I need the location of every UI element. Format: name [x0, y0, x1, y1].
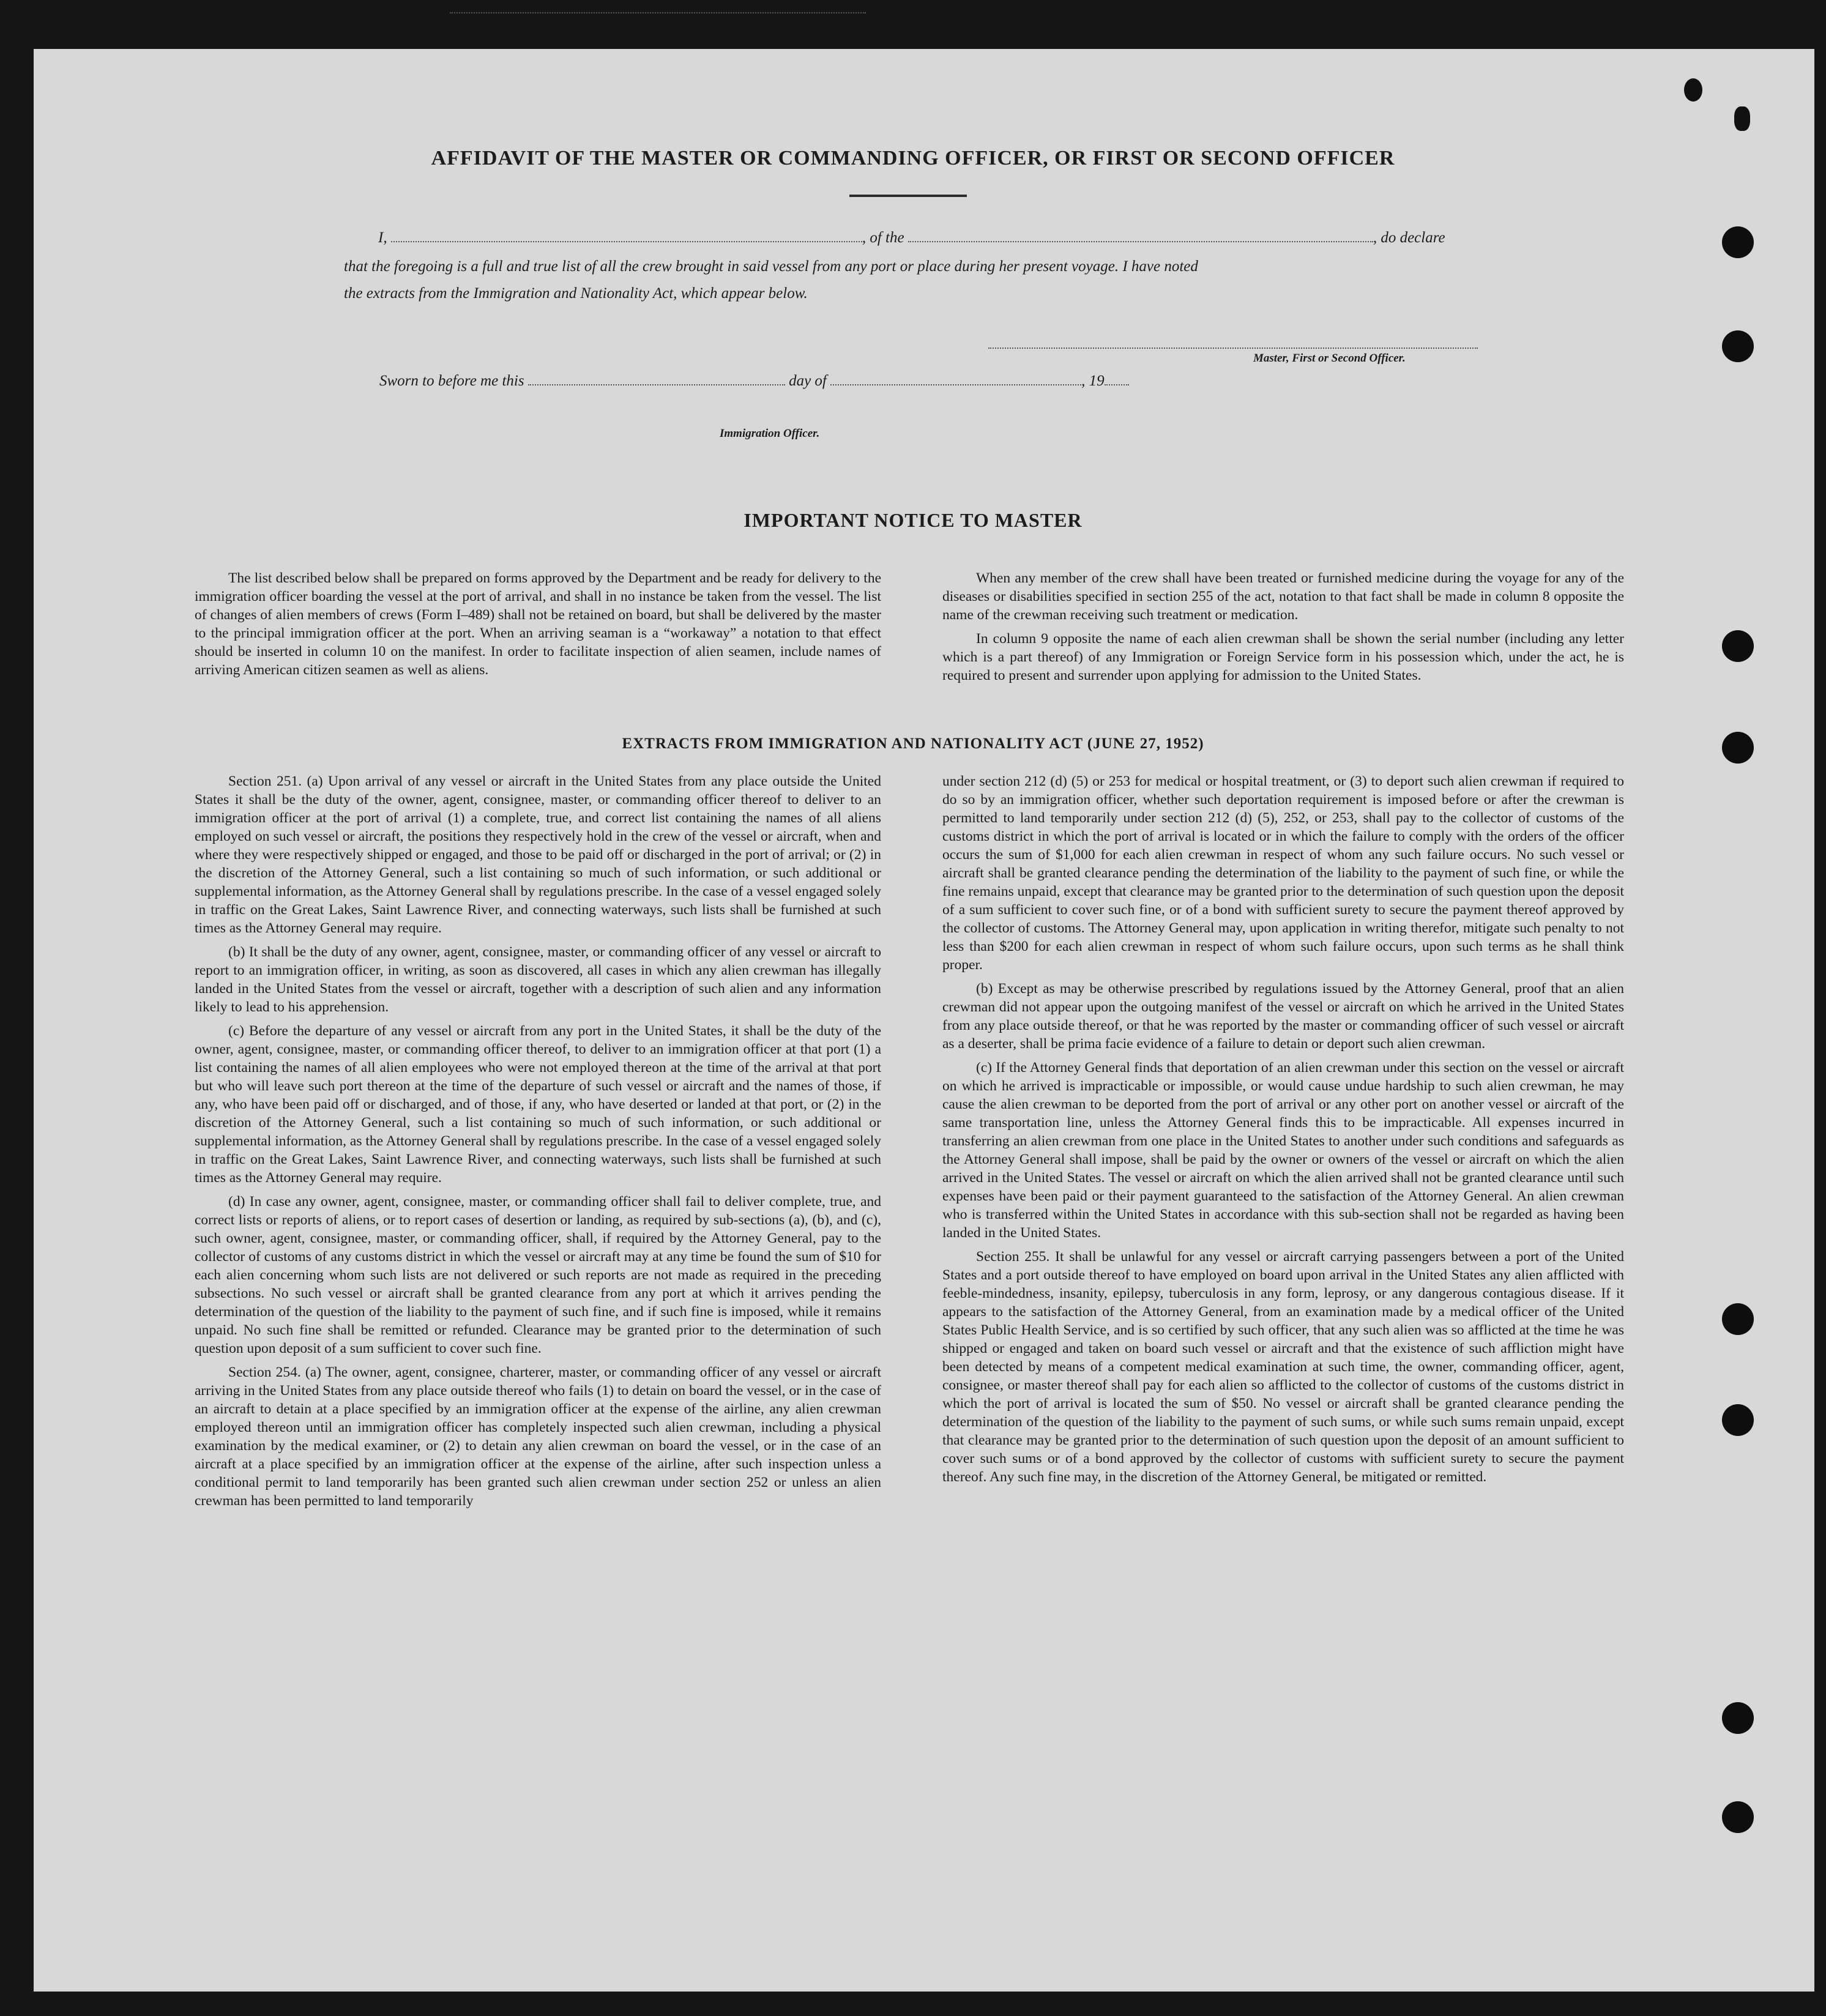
- section-255: Section 255. It shall be unlawful for any vessel or aircraft carrying passengers between a port of the United States and a port outside thereof to have employed on board upon arrival in the United States any alien afflicted with feeble-mindedness, insanity, epilepsy, tuberculosis in any form, leprosy, or any dangerous contagious disease. If it appears to the satisfaction of the Attorney General, from an examination made by a medical officer of the United States Public Health Service, and is so certified by such officer, that any such alien was so afflicted at the time he was shipped or engaged and taken on board such vessel or aircraft and that the existence of such affliction might have been detected by means of a competent medical examination at such time, the owner, commanding officer, agent, consignee, or master thereof shall pay for each alien so afflicted to the collector of customs of the customs district in which the port of arrival is located the sum of $50. No vessel or aircraft shall be granted clearance pending the determination of the question of the liability to the payment of such sums, or while such sums remain unpaid, except that clearance may be granted prior to the determination of such question upon the deposit of an amount sufficient to cover such sums or of a bond approved by the collector of customs with sufficient surety to secure the payment thereof. Any such fine may, in the discretion of the Attorney General, be mitigated or remitted.: [942, 1249, 1624, 1485]
- do-declare-label: , do declare: [1373, 229, 1445, 246]
- punch-hole: [1722, 1702, 1754, 1734]
- sworn-month-field[interactable]: [830, 372, 1081, 385]
- punch-hole: [1722, 1404, 1754, 1436]
- immigration-officer-label: Immigration Officer.: [720, 427, 820, 440]
- master-signature-field[interactable]: [988, 335, 1478, 349]
- notice-left-paragraph: The list described below shall be prepared on forms approved by the Department and be ready for delivery to the immigration officer boarding the vessel at the port of arrival, and shall in no instance be taken from the vessel. The list of changes of alien members of crews (Form I–489) shall not be retained on board, but shall be delivered by the master to the principal immigration officer at the port. When an arriving seaman is a “workaway” a notation to that effect should be inserted in column 10 on the manifest. In order to facilitate inspection of alien seamen, include names of arriving American citizen seamen as well as aliens.: [195, 570, 881, 678]
- title-rule: [849, 195, 967, 197]
- notice-title: IMPORTANT NOTICE TO MASTER: [743, 509, 1083, 531]
- extracts-left-column: [195, 772, 881, 1516]
- year-label: , 19: [1081, 373, 1105, 389]
- ink-blot: [1734, 106, 1750, 131]
- section-254-a: Section 254. (a) The owner, agent, consignee, charterer, master, or commanding officer of any vessel or aircraft arriving in the United States from any place outside thereof who fails (1) to detain on board the vessel, or in the case of an aircraft to detain at a place specified by an immigration officer at the expense of the airline, any alien crewman employed thereon until an immigration officer has completely inspected such alien crewman, including a physical examination by the medical examiner, or (2) to detain any alien crewman on board the vessel, or in the case of an aircraft at a place specified by an immigration officer at the expense of the airline, after such inspection unless a conditional permit to land temporarily has been granted such alien crewman under section 252 or unless an alien crewman has been permitted to land temporarily: [195, 1364, 881, 1509]
- notice-right-paragraph-2: In column 9 opposite the name of each alien crewman shall be shown the serial number (including any letter which is a part thereof) of any Immigration or Foreign Service form in his possession which, under the act, he is required to present and surrender upon applying for admission to the United States.: [942, 631, 1624, 683]
- sworn-prefix: Sworn to before me this: [379, 373, 524, 389]
- affidavit-title: AFFIDAVIT OF THE MASTER OR COMMANDING OFFICER, OR FIRST OR SECOND OFFICER: [431, 147, 1395, 169]
- punch-hole: [1722, 226, 1754, 258]
- extracts-title: EXTRACTS FROM IMMIGRATION AND NATIONALITY ACT (JUNE 27, 1952): [622, 735, 1204, 752]
- section-251-b: (b) It shall be the duty of any owner, agent, consignee, master, or commanding officer of any vessel or aircraft to report to an immigration officer, in writing, as soon as discovered, all cases in which any alien crewman has illegally landed in the United States from the vessel or aircraft, together with a description of such alien and any information likely to lead to his apprehension.: [195, 944, 881, 1015]
- section-254-c: (c) If the Attorney General finds that deportation of an alien crewman under this section on the vessel or aircraft on which he arrived is impracticable or impossible, or would cause undue hardship to such alien crewman, he may cause the alien crewman to be deported from the port of arrival or any other port on another vessel or aircraft of the same transportation line, unless the Attorney General finds this to be impracticable. All expenses incurred in transferring an alien crewman from one place in the United States to another under such conditions and safeguards as the Attorney General shall impose, shall be paid by the owner or owners of the vessel or aircraft on which the alien arrived in the United States. The vessel or aircraft on which the alien arrived shall not be granted clearance until such expenses have been paid or their payment guaranteed to the satisfaction of the Attorney General. An alien crewman who is transferred within the United States in accordance with this sub-section shall not be regarded as having been landed in the United States.: [942, 1060, 1624, 1241]
- section-251-c: (c) Before the departure of any vessel or aircraft from any port in the United States, it shall be the duty of the owner, agent, consignee, master, or commanding officer thereof, to deliver to an immigration officer at that port (1) a list containing the names of all alien employees who were not employed thereon at the time of the arrival at that port but who will leave such port thereon at the time of the departure of such vessel or aircraft and the names of those, if any, who have been paid off or discharged, and of those, if any, who have deserted or landed at that port, or (2) in the discretion of the Attorney General, such a list containing so much of such information, or such additional or supplemental information, as the Attorney General shall by regulations prescribe. In the case of a vessel engaged solely in traffic on the Great Lakes, Saint Lawrence River, and connecting waterways, such lists shall be furnished at such times as the Attorney General may require.: [195, 1023, 881, 1186]
- section-251-d: (d) In case any owner, agent, consignee, master, or commanding officer shall fail to deliver complete, true, and correct lists or reports of aliens, or to report cases of desertion or landing, as required by sub-sections (a), (b), and (c), such owner, agent, consignee, master, or commanding officer, shall, if required by the Attorney General, pay to the collector of customs of any customs district in which the vessel or aircraft may at any time be found the sum of $10 for each alien concerning whom such lists are not delivered or such reports are not made as required in the preceding subsections. No such vessel or aircraft shall be granted clearance from any port at which it arrives pending the determination of the question of the liability to the payment of such fine, and if such fine is imposed, while it remains unpaid. No such fine shall be remitted or refunded. Clearance may be granted prior to the determination of such question upon deposit of a sum sufficient to cover such fine.: [195, 1194, 881, 1356]
- sworn-line: [379, 372, 1129, 390]
- extracts-right-column: [942, 772, 1624, 1492]
- immigration-officer-signature-field[interactable]: [450, 0, 866, 13]
- punch-hole: [1722, 330, 1754, 362]
- declaration-line: [378, 229, 1445, 247]
- punch-hole: [1722, 1801, 1754, 1833]
- section-254-a-continued: under section 212 (d) (5) or 253 for medical or hospital treatment, or (3) to deport such alien crewman if required to do so by an immigration officer, whether such deportation requirement is imposed before or after the crewman is permitted to land temporarily under section 212 (d) (5), 252, or 253, shall pay to the collector of customs of the customs district in which the port of arrival is located or in which the failure to comply with the orders of the officer occurs the sum of $1,000 for each alien crewman in respect of whom any such failure occurs. No such vessel or aircraft shall be granted clearance pending the determination of the liability to the payment of such fine, or while the fine remains unpaid, except that clearance may be granted prior to the determination of such question upon the deposit of a sum sufficient to cover such fine, or of a bond with sufficient surety to secure the payment thereof approved by the collector of customs. The Attorney General may, upon application in writing therefor, mitigate such penalty to not less than $200 for each alien crewman in respect of whom such failure occurs, upon such terms as he shall think proper.: [942, 773, 1624, 973]
- punch-hole: [1722, 630, 1754, 662]
- section-251-a: Section 251. (a) Upon arrival of any vessel or aircraft in the United States from any place outside the United States it shall be the duty of the owner, agent, consignee, master, or commanding officer thereof to deliver to an immigration officer at the port of arrival (1) a complete, true, and correct list containing the names of all aliens employed on such vessel or aircraft, the positions they respectively hold in the crew of the vessel or aircraft, when and where they were respectively shipped or engaged, and those to be paid off or discharged in the port of arrival; or (2) in the discretion of the Attorney General, such a list containing so much of such information, or such additional or supplemental information, as the Attorney General shall by regulations prescribe. In the case of a vessel engaged solely in traffic on the Great Lakes, Saint Lawrence River, and connecting waterways, such lists shall be furnished at such times as the Attorney General may require.: [195, 773, 881, 936]
- declarant-prefix: I,: [378, 229, 387, 246]
- sworn-day-field[interactable]: [528, 372, 785, 385]
- declarant-name-field[interactable]: [391, 229, 862, 242]
- notice-left-column: [195, 569, 881, 685]
- ink-blot: [1684, 78, 1702, 102]
- sworn-year-field[interactable]: [1105, 372, 1129, 385]
- notice-right-paragraph-1: When any member of the crew shall have been treated or furnished medicine during the voyage for any of the diseases or disabilities specified in section 255 of the act, notation to that fact shall be made in column 8 opposite the name of the crewman receiving such treatment or medication.: [942, 570, 1624, 623]
- vessel-name-field[interactable]: [908, 229, 1373, 242]
- notice-right-column: [942, 569, 1624, 690]
- of-the-label: , of the: [862, 229, 904, 246]
- declaration-text-line-3: the extracts from the Immigration and Nationality Act, which appear below.: [344, 285, 808, 302]
- punch-hole: [1722, 1303, 1754, 1335]
- master-signature-label: Master, First or Second Officer.: [1253, 352, 1406, 365]
- section-254-b: (b) Except as may be otherwise prescribed by regulations issued by the Attorney General, proof that an alien crewman did not appear upon the outgoing manifest of the vessel or aircraft on which he arrived in the United States from any place outside thereof, or that he was reported by the master or commanding officer of such vessel or aircraft as a deserter, shall be prima facie evidence of a failure to detain or deport such alien crewman.: [942, 981, 1624, 1052]
- declaration-text-line-2: that the foregoing is a full and true list of all the crew brought in said vessel from any port or place during her present voyage. I have noted: [344, 258, 1198, 275]
- day-of-label: day of: [789, 373, 827, 389]
